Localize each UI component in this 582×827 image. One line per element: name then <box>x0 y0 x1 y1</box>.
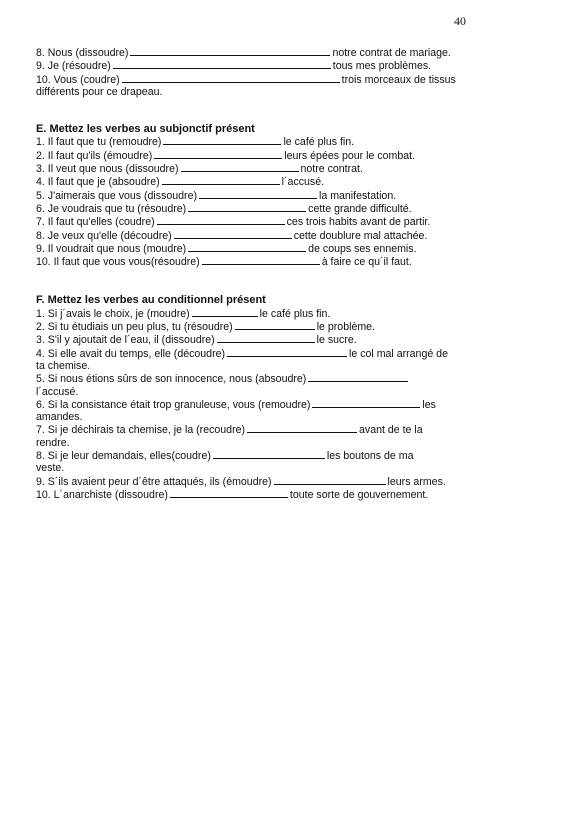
exercise-completion: le col mal arrangé de <box>349 347 448 360</box>
exercise-completion: les boutons de ma <box>326 450 414 463</box>
exercise-completion: notre contrat de mariage. <box>332 47 451 59</box>
answer-blank[interactable] <box>308 372 408 382</box>
exercise-line <box>36 347 536 360</box>
exercise-prompt: 4. Si elle avait du temps, elle (découdre) <box>36 347 226 360</box>
exercise-prompt: 1. Il faut que tu (remoudre) <box>36 136 162 149</box>
exercise-completion: la manifestation. <box>319 189 397 202</box>
exercise-completion: leurs épées pour le combat. <box>284 149 415 162</box>
exercise-content <box>36 46 536 501</box>
exercise-line-continuation: rendre. <box>36 436 70 449</box>
exercise-completion: de coups ses ennemis. <box>308 242 417 255</box>
exercise-line <box>36 255 536 268</box>
section-e-title: E. Mettez les verbes au subjonctif présent <box>36 123 255 136</box>
exercise-completion: toute sorte de gouvernement. <box>289 488 429 501</box>
page-number: 40 <box>454 14 466 28</box>
answer-blank[interactable] <box>162 175 280 185</box>
exercise-line <box>36 307 536 320</box>
exercise-completion: notre contrat. <box>300 163 363 176</box>
exercise-line-continuation: veste. <box>36 462 65 475</box>
exercise-prompt: 2. Si tu étudiais un peu plus, tu (résoudre) <box>36 321 233 334</box>
answer-blank[interactable] <box>192 307 258 317</box>
exercise-prompt: 9. S´ils avaient peur d´être attaqués, ils (émoudre) <box>36 475 272 488</box>
answer-blank[interactable] <box>157 215 285 225</box>
exercise-completion: l´accusé. <box>281 176 325 189</box>
exercise-line <box>36 488 536 501</box>
exercise-line <box>36 162 536 175</box>
answer-blank[interactable] <box>202 255 320 265</box>
exercise-line <box>36 398 536 411</box>
answer-blank[interactable] <box>199 189 317 199</box>
answer-blank[interactable] <box>163 135 281 145</box>
exercise-prompt: 5. J'aimerais que vous (dissoudre) <box>36 189 198 202</box>
exercise-completion: le café plus fin. <box>283 136 355 149</box>
exercise-completion: le sucre. <box>316 334 357 347</box>
answer-blank[interactable] <box>154 149 282 159</box>
section-e-items <box>36 135 536 268</box>
exercise-line <box>36 229 536 242</box>
exercise-prompt: 6. Si la consistance était trop granuleuse, vous (remoudre) <box>36 398 311 411</box>
answer-blank[interactable] <box>188 242 306 252</box>
exercise-line-continuation: l´accusé. <box>36 385 79 398</box>
answer-blank[interactable] <box>247 423 357 433</box>
exercise-line-continuation: amandes. <box>36 411 83 424</box>
exercise-line <box>36 202 536 215</box>
answer-blank[interactable] <box>312 398 420 408</box>
exercise-completion: les <box>422 398 436 411</box>
exercise-prompt: 7. Il faut qu'elles (coudre) <box>36 216 155 229</box>
exercise-line-continuation: ta chemise. <box>36 359 91 372</box>
exercise-line <box>36 59 536 72</box>
exercise-prompt: 6. Je voudrais que tu (résoudre) <box>36 202 187 215</box>
exercise-line <box>36 73 536 86</box>
exercise-line <box>36 242 536 255</box>
answer-blank[interactable] <box>213 449 325 459</box>
section-f-title: F. Mettez les verbes au conditionnel présent <box>36 294 266 307</box>
answer-blank[interactable] <box>217 333 315 343</box>
exercise-line <box>36 189 536 202</box>
exercise-prompt: 9. Je (résoudre) <box>36 60 111 73</box>
exercise-prompt: 8. Si je leur demandais, elles(coudre) <box>36 450 211 463</box>
exercise-prompt: 3. Il veut que nous (dissoudre) <box>36 163 179 176</box>
exercise-completion: trois morceaux de tissus <box>341 73 456 86</box>
exercise-line <box>36 333 536 346</box>
exercise-completion: le café plus fin. <box>259 307 331 320</box>
exercise-prompt: 10. Vous (coudre) <box>36 73 120 86</box>
answer-blank[interactable] <box>130 46 330 56</box>
exercise-prompt: 1. Si j´avais le choix, je (moudre) <box>36 307 190 320</box>
exercise-prompt: 8. Nous (dissoudre) <box>36 47 129 59</box>
exercise-line <box>36 475 536 488</box>
exercise-line <box>36 149 536 162</box>
exercise-line <box>36 86 536 98</box>
exercise-d-continuation <box>36 46 536 98</box>
exercise-line <box>36 372 536 385</box>
answer-blank[interactable] <box>188 202 306 212</box>
exercise-line <box>36 320 536 333</box>
answer-blank[interactable] <box>174 229 292 239</box>
exercise-prompt: 5. Si nous étions sûrs de son innocence, nous (absoudre) <box>36 373 307 386</box>
exercise-prompt: 4. Il faut que je (absoudre) <box>36 176 160 189</box>
answer-blank[interactable] <box>181 162 299 172</box>
exercise-prompt: différents pour ce drapeau. <box>36 85 163 98</box>
exercise-completion: cette doublure mal attachée. <box>293 229 428 242</box>
exercise-line <box>36 135 536 148</box>
exercise-completion: tous mes problèmes. <box>332 60 432 73</box>
exercise-completion: avant de te la <box>359 424 423 437</box>
answer-blank[interactable] <box>274 475 386 485</box>
exercise-completion: à faire ce qu´il faut. <box>321 256 412 269</box>
answer-blank[interactable] <box>170 488 288 498</box>
exercise-completion: leurs armes. <box>387 475 446 488</box>
exercise-prompt: 9. Il voudrait que nous (moudre) <box>36 242 187 255</box>
exercise-prompt: 3. S'il y ajoutait de l´eau, il (dissoudre) <box>36 334 215 347</box>
exercise-prompt: 10. L´anarchiste (dissoudre) <box>36 488 168 501</box>
exercise-prompt: 10. Il faut que vous vous(résoudre) <box>36 256 200 269</box>
exercise-prompt: 8. Je veux qu'elle (découdre) <box>36 229 172 242</box>
exercise-line <box>36 423 536 436</box>
exercise-prompt: 7. Si je déchirais ta chemise, je la (recoudre) <box>36 424 246 437</box>
exercise-line <box>36 449 536 462</box>
answer-blank[interactable] <box>113 59 331 69</box>
exercise-completion: ces trois habits avant de partir. <box>286 216 431 229</box>
exercise-line <box>36 215 536 228</box>
exercise-prompt: 2. Il faut qu'ils (émoudre) <box>36 149 153 162</box>
exercise-line <box>36 46 536 59</box>
answer-blank[interactable] <box>122 73 340 83</box>
answer-blank[interactable] <box>235 320 315 330</box>
answer-blank[interactable] <box>227 347 347 357</box>
section-f-items <box>36 307 536 501</box>
exercise-completion: cette grande difficulté. <box>308 202 412 215</box>
exercise-completion: le problème. <box>316 321 375 334</box>
exercise-line <box>36 175 536 188</box>
